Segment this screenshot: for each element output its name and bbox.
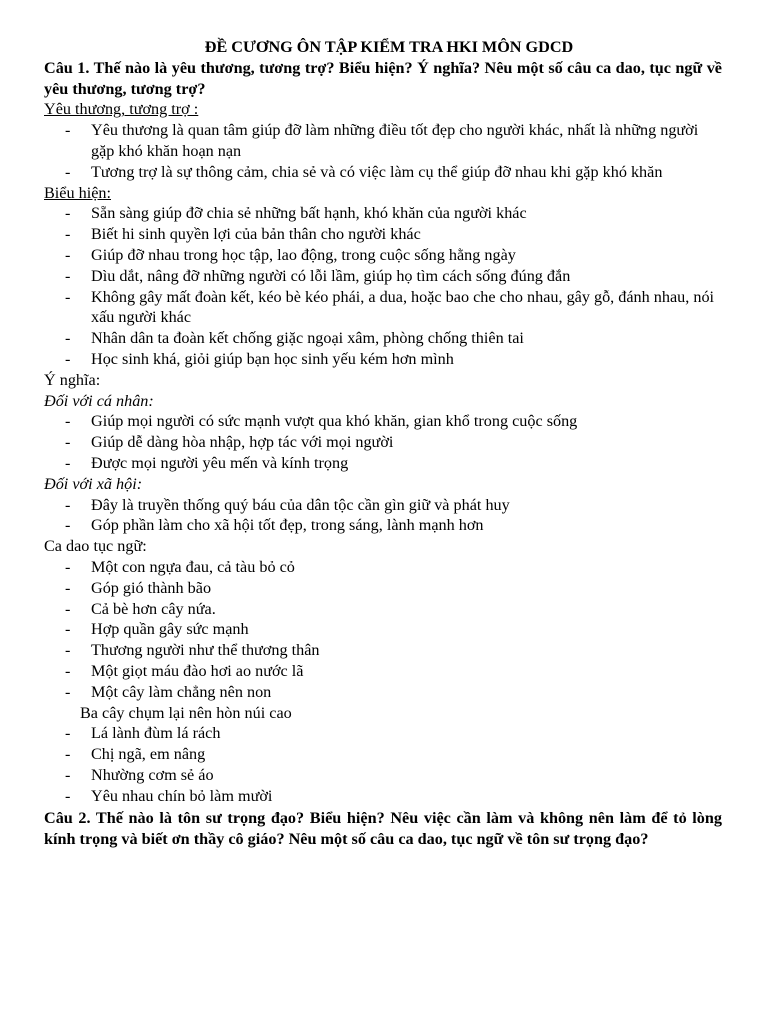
proverbs-heading: Ca dao tục ngữ: [44,537,147,556]
proverbs-list [44,557,722,703]
question-1: Câu 1. Thế nào là yêu thương, tương trợ? Biểu hiện? Ý nghĩa? Nêu một số câu ca dao, tục ngữ về yêu thương, tương trợ? [44,58,722,98]
list-item: - Giúp mọi người có sức mạnh vượt qua khó khăn, gian khổ trong cuộc sống [44,411,722,432]
list-item: - Yêu thương là quan tâm giúp đỡ làm những điều tốt đẹp cho người khác, nhất là những người gặp khó khăn hoạn nạn [44,120,722,162]
list-item: - Một con ngựa đau, cả tàu bỏ cỏ [44,557,722,578]
list-item: - Yêu nhau chín bỏ làm mười [44,786,722,807]
list-item: - Cả bè hơn cây nứa. [44,599,722,620]
society-heading: Đối với xã hội: [44,474,143,493]
society-list [44,495,722,537]
expression-heading: Biểu hiện: [44,183,111,202]
list-item: - Đây là truyền thống quý báu của dân tộc cần gìn giữ và phát huy [44,495,722,516]
personal-list [44,411,722,473]
list-item: - Hợp quần gây sức mạnh [44,619,722,640]
expression-list [44,203,722,369]
definition-list [44,120,722,182]
proverb-continuation: Ba cây chụm lại nên hòn núi cao [80,703,292,722]
list-item: - Góp phần làm cho xã hội tốt đẹp, trong sáng, lành mạnh hơn [44,515,722,536]
proverbs-list-continued [44,723,722,806]
question-2: Câu 2. Thế nào là tôn sư trọng đạo? Biểu hiện? Nêu việc cần làm và không nên làm để tỏ lòng kính trọng và biết ơn thầy cô giáo? Nêu một số câu ca dao, tục ngữ về tôn sư trọng đạo? [44,809,722,849]
list-item: - Biết hi sinh quyền lợi của bản thân cho người khác [44,224,722,245]
list-item: - Giúp dễ dàng hòa nhập, hợp tác với mọi người [44,432,722,453]
meaning-heading: Ý nghĩa: [44,370,101,389]
page-title: ĐỀ CƯƠNG ÔN TẬP KIỂM TRA HKI MÔN GDCD [204,38,574,56]
list-item: - Nhường cơm sẻ áo [44,765,722,786]
list-item: - Nhân dân ta đoàn kết chống giặc ngoại xâm, phòng chống thiên tai [44,328,722,349]
list-item: - Thương người như thể thương thân [44,640,722,661]
list-item: - Một giọt máu đào hơi ao nước lã [44,661,722,682]
list-item: - Học sinh khá, giỏi giúp bạn học sinh yếu kém hơn mình [44,349,722,370]
personal-heading: Đối với cá nhân: [44,391,154,410]
list-item: - Giúp đỡ nhau trong học tập, lao động, trong cuộc sống hằng ngày [44,245,722,266]
list-item: - Góp gió thành bão [44,578,722,599]
list-item: - Không gây mất đoàn kết, kéo bè kéo phái, a dua, hoặc bao che cho nhau, gây gỗ, đánh nhau, nói xấu người khác [44,287,722,329]
list-item: - Sẵn sàng giúp đỡ chia sẻ những bất hạnh, khó khăn của người khác [44,203,722,224]
list-item: - Được mọi người yêu mến và kính trọng [44,453,722,474]
list-item: - Tương trợ là sự thông cảm, chia sẻ và có việc làm cụ thể giúp đỡ nhau khi gặp khó khăn [44,162,722,183]
list-item: - Lá lành đùm lá rách [44,723,722,744]
list-item: - Một cây làm chẳng nên non [44,682,722,703]
document-content [44,37,722,850]
list-item: - Chị ngã, em nâng [44,744,722,765]
list-item: - Dìu dắt, nâng đỡ những người có lỗi lầm, giúp họ tìm cách sống đúng đắn [44,266,722,287]
definition-heading: Yêu thương, tương trợ : [44,100,199,119]
